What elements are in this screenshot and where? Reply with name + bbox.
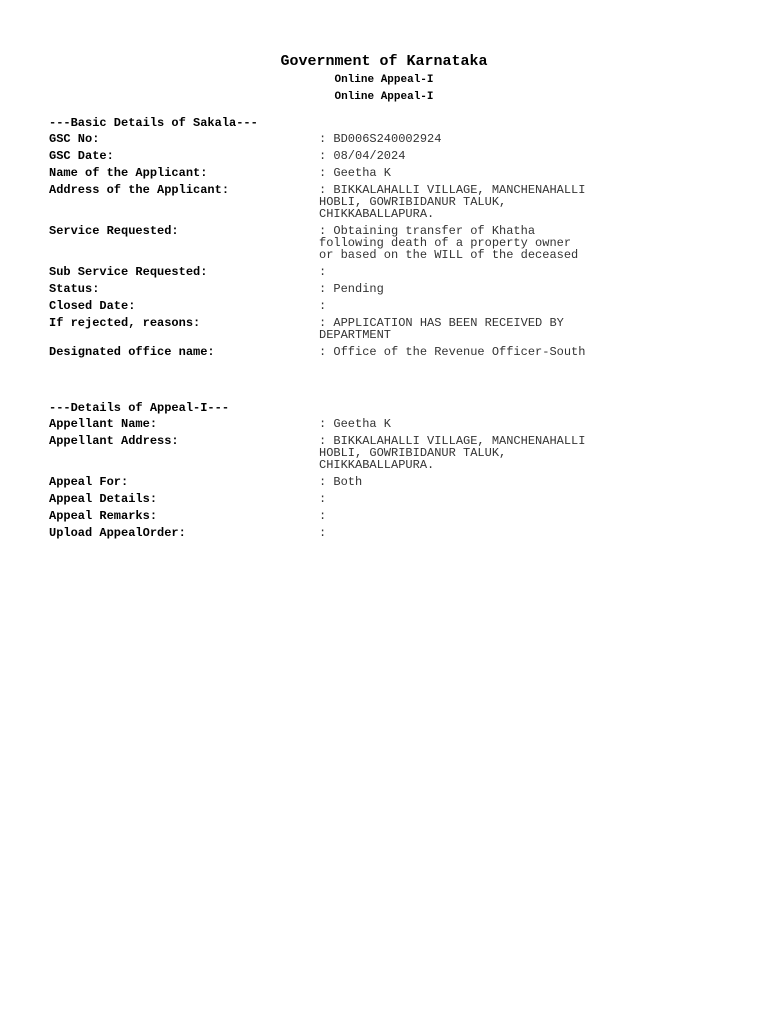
- appellant-name-label: Appellant Name:: [49, 417, 158, 431]
- gsc-no-value: : BD006S240002924: [319, 132, 442, 146]
- gsc-no-label: GSC No:: [49, 132, 100, 146]
- upload-appeal-order-row: [49, 527, 729, 539]
- designated-office-value: : Office of the Revenue Officer-South: [319, 345, 586, 359]
- appeal-details-section: [49, 401, 729, 544]
- upload-appeal-order-label: Upload AppealOrder:: [49, 526, 186, 540]
- gsc-date-value: : 08/04/2024: [319, 149, 406, 163]
- page-subtitle-2: Online Appeal-I: [334, 91, 434, 103]
- appeal-remarks-value: :: [319, 509, 327, 523]
- sub-service-value: :: [319, 265, 327, 279]
- service-requested-value: : Obtaining transfer of Khatha following death of a property owner or based on the WILL of the deceased: [319, 224, 579, 262]
- applicant-address-label: Address of the Applicant:: [49, 183, 230, 197]
- closed-date-label: Closed Date:: [49, 299, 136, 313]
- page-title: Government of Karnataka: [280, 53, 488, 70]
- appellant-address-row: [49, 435, 729, 471]
- applicant-address-value: : BIKKALAHALLI VILLAGE, MANCHENAHALLI HOBLI, GOWRIBIDANUR TALUK, CHIKKABALLAPURA.: [319, 183, 586, 221]
- gsc-no-row: [49, 133, 729, 145]
- basic-details-section: [49, 116, 729, 363]
- appellant-name-row: [49, 418, 729, 430]
- appeal-for-value: : Both: [319, 475, 363, 489]
- appeal-details-row: [49, 493, 729, 505]
- appellant-address-label: Appellant Address:: [49, 434, 179, 448]
- status-row: [49, 283, 729, 295]
- applicant-address-row: [49, 184, 729, 220]
- applicant-name-row: [49, 167, 729, 179]
- basic-details-heading: ---Basic Details of Sakala---: [49, 116, 258, 130]
- upload-appeal-order-value: :: [319, 526, 327, 540]
- page-subtitle-1: Online Appeal-I: [334, 74, 434, 86]
- appeal-details-label: Appeal Details:: [49, 492, 158, 506]
- sub-service-label: Sub Service Requested:: [49, 265, 208, 279]
- closed-date-row: [49, 300, 729, 312]
- applicant-name-label: Name of the Applicant:: [49, 166, 208, 180]
- gsc-date-label: GSC Date:: [49, 149, 114, 163]
- appeal-remarks-label: Appeal Remarks:: [49, 509, 158, 523]
- gsc-date-row: [49, 150, 729, 162]
- appeal-details-heading: ---Details of Appeal-I---: [49, 401, 230, 415]
- service-requested-label: Service Requested:: [49, 224, 179, 238]
- rejection-reasons-value: : APPLICATION HAS BEEN RECEIVED BY DEPARTMENT: [319, 316, 564, 342]
- closed-date-value: :: [319, 299, 327, 313]
- appellant-name-value: : Geetha K: [319, 417, 392, 431]
- status-label: Status:: [49, 282, 100, 296]
- appeal-for-label: Appeal For:: [49, 475, 129, 489]
- appellant-address-value: : BIKKALAHALLI VILLAGE, MANCHENAHALLI HOBLI, GOWRIBIDANUR TALUK, CHIKKABALLAPURA.: [319, 434, 586, 472]
- appeal-details-value: :: [319, 492, 327, 506]
- service-requested-row: [49, 225, 729, 261]
- appeal-remarks-row: [49, 510, 729, 522]
- rejection-reasons-label: If rejected, reasons:: [49, 316, 201, 330]
- applicant-name-value: : Geetha K: [319, 166, 392, 180]
- designated-office-label: Designated office name:: [49, 345, 215, 359]
- designated-office-row: [49, 346, 729, 358]
- sub-service-row: [49, 266, 729, 278]
- rejection-reasons-row: [49, 317, 729, 341]
- status-value: : Pending: [319, 282, 384, 296]
- appeal-for-row: [49, 476, 729, 488]
